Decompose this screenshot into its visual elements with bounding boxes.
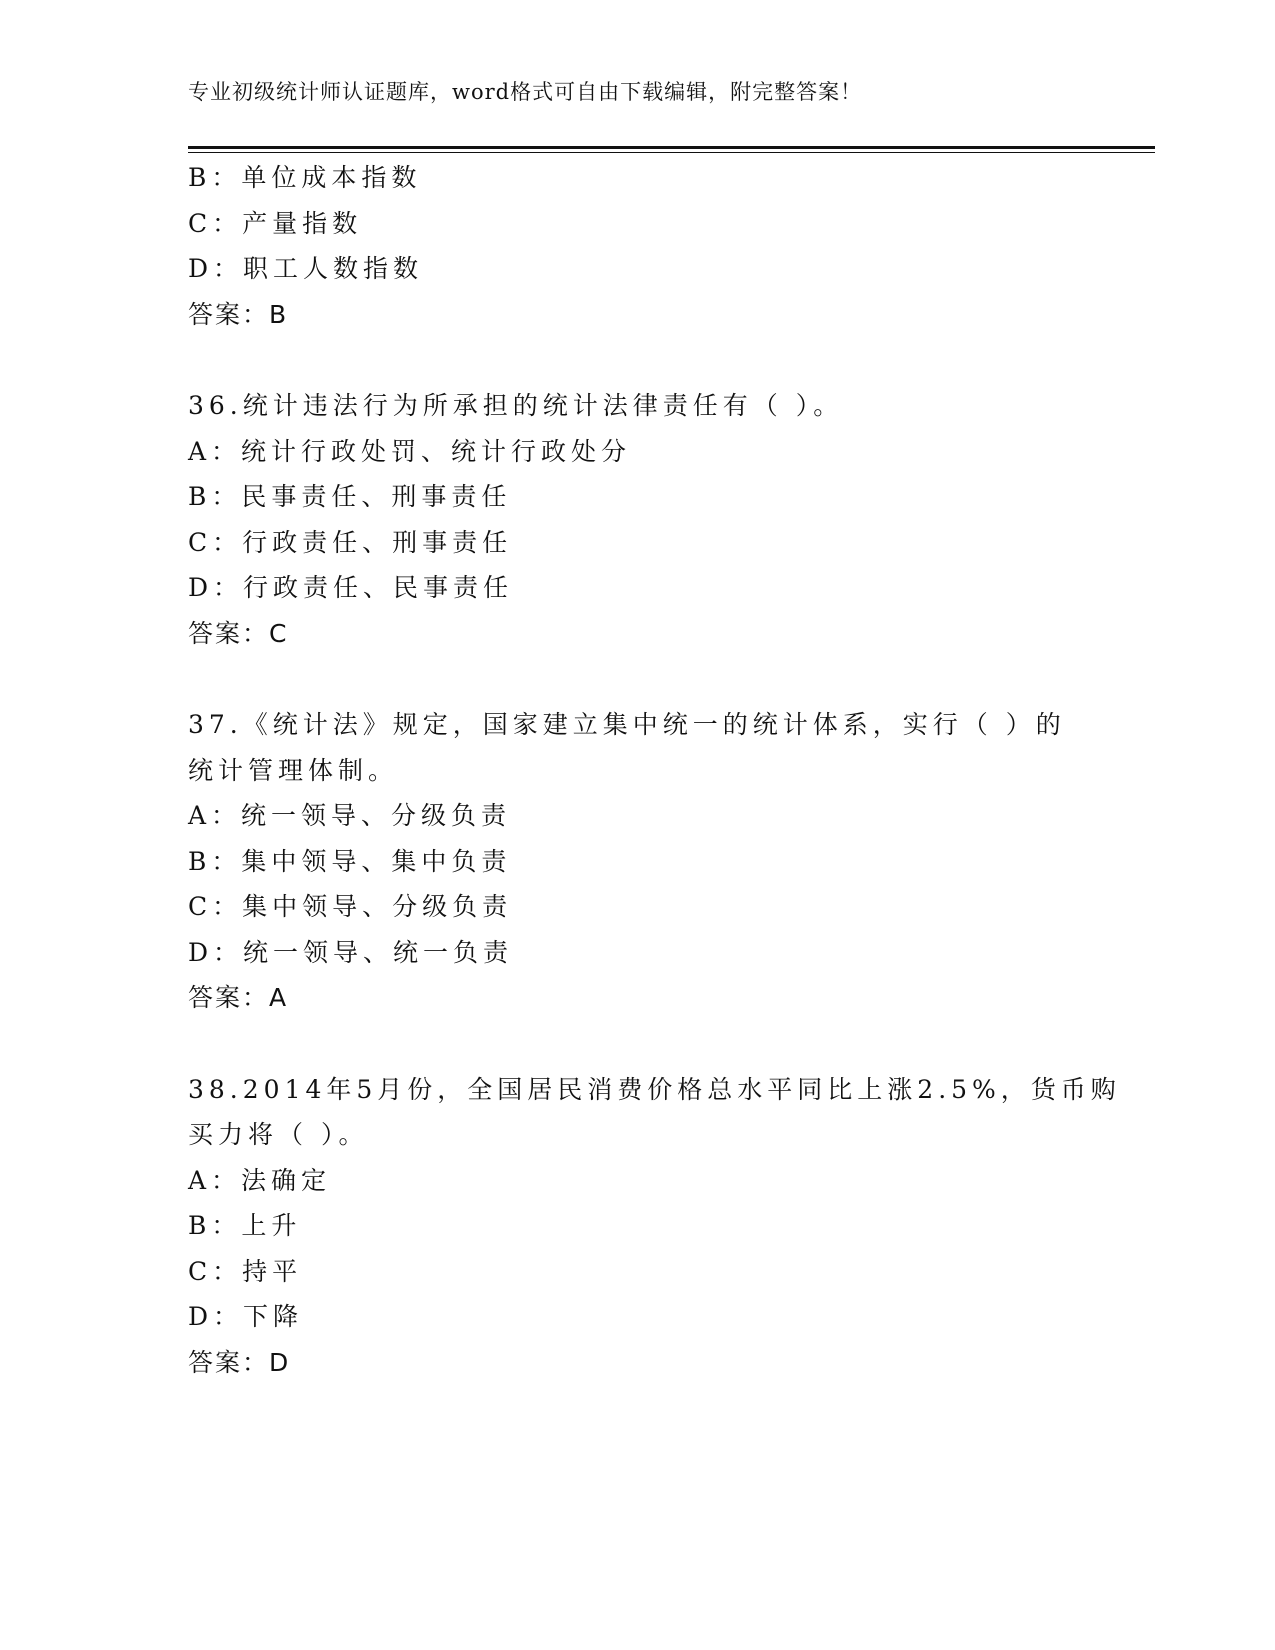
question-stem: 36.统计违法行为所承担的统计法律责任有（ ）。 (188, 391, 844, 420)
answer: 答案：D (188, 1347, 291, 1377)
question-stem: 统计管理体制。 (188, 755, 399, 785)
option: C：持平 (188, 1256, 303, 1286)
option: A：统一领导、分级负责 (188, 801, 512, 830)
answer: 答案：B (188, 299, 289, 329)
question-stem: 37.《统计法》规定，国家建立集中统一的统计体系，实行（ ）的 (188, 710, 1066, 739)
option: B：单位成本指数 (188, 163, 422, 192)
header-rule-thick (188, 146, 1155, 149)
question-stem: 38.2014年5月份，全国居民消费价格总水平同比上涨2.5%，货币购 (188, 1074, 1121, 1104)
question-list (188, 155, 1121, 1385)
option: D：行政责任、民事责任 (188, 573, 514, 602)
option: B：集中领导、集中负责 (188, 846, 512, 876)
question-block (188, 383, 1088, 656)
option: B：上升 (188, 1211, 302, 1240)
option: C：产量指数 (188, 208, 363, 238)
question-block (188, 155, 1088, 337)
question-block (188, 702, 1088, 1021)
answer: 答案：A (188, 983, 289, 1012)
question-block (188, 1067, 1121, 1386)
answer: 答案：C (188, 618, 289, 648)
question-stem: 买力将（ ）。 (188, 1120, 369, 1149)
option: A：法确定 (188, 1165, 332, 1195)
page-header: 专业初级统计师认证题库，word格式可自由下载编辑，附完整答案！ (188, 80, 863, 104)
option: B：民事责任、刑事责任 (188, 482, 512, 511)
option: C：行政责任、刑事责任 (188, 527, 513, 557)
option: D：统一领导、统一负责 (188, 937, 514, 967)
option: A：统计行政处罚、统计行政处分 (188, 436, 632, 466)
header-rule-thin (188, 152, 1155, 153)
option: D：职工人数指数 (188, 254, 424, 283)
option: D：下降 (188, 1302, 304, 1331)
option: C：集中领导、分级负责 (188, 892, 513, 921)
